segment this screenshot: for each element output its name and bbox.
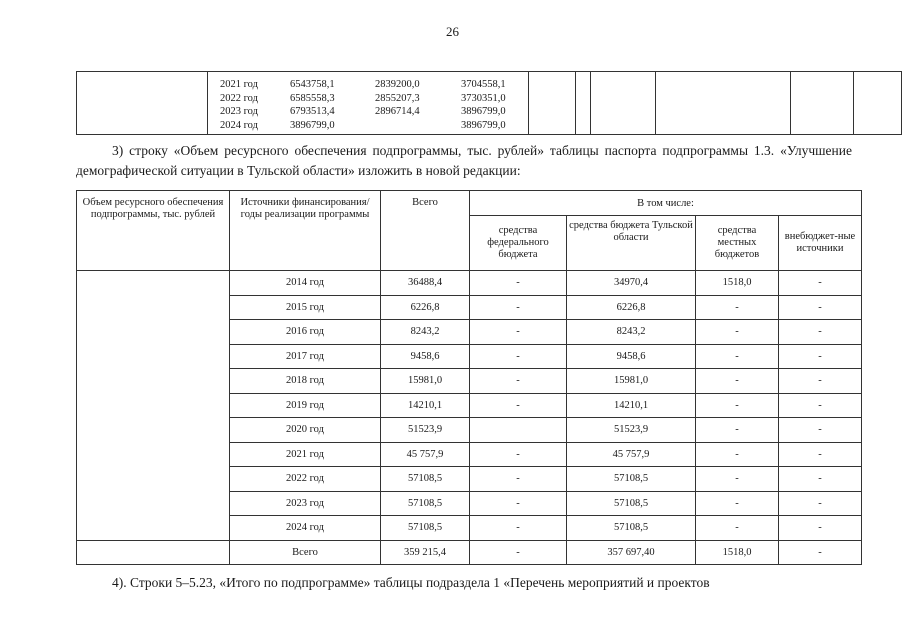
extrabudget-cell: - bbox=[779, 540, 862, 565]
value-federal: 2855207,3 bbox=[375, 92, 420, 104]
federal-cell: - bbox=[470, 442, 567, 467]
value-federal: 2839200,0 bbox=[375, 79, 420, 90]
empty-cell bbox=[656, 72, 791, 135]
continuation-row bbox=[220, 105, 541, 119]
empty-cell bbox=[854, 72, 902, 135]
year-cell: 2018 год bbox=[230, 369, 381, 394]
continuation-cell bbox=[77, 72, 576, 135]
total-cell: 51523,9 bbox=[381, 418, 470, 443]
table-row-total bbox=[77, 540, 862, 565]
page-number: 26 bbox=[446, 24, 459, 39]
continuation-row bbox=[220, 119, 541, 133]
regional-cell: 51523,9 bbox=[567, 418, 696, 443]
total-cell: 45 757,9 bbox=[381, 442, 470, 467]
extrabudget-cell: - bbox=[779, 491, 862, 516]
regional-cell: 8243,2 bbox=[567, 320, 696, 345]
paragraph-text: 3) строку «Объем ресурсного обеспечения подпрограммы, тыс. рублей» таблицы паспорта подпрограммы 1.3. «Улучшение демографической ситуации в Тульской области» изложить в новой редакции: bbox=[76, 143, 852, 178]
year-cell: 2023 год bbox=[230, 491, 381, 516]
local-cell: 1518,0 bbox=[696, 271, 779, 296]
table-row bbox=[77, 271, 862, 296]
extrabudget-cell: - bbox=[779, 393, 862, 418]
total-cell: 9458,6 bbox=[381, 344, 470, 369]
extrabudget-cell: - bbox=[779, 369, 862, 394]
regional-cell: 14210,1 bbox=[567, 393, 696, 418]
header-volume: Объем ресурсного обеспечения подпрограммы, тыс. рублей bbox=[77, 191, 230, 271]
federal-cell: - bbox=[470, 540, 567, 565]
total-cell: 6226,8 bbox=[381, 295, 470, 320]
header-regional: средства бюджета Тульской области bbox=[567, 216, 696, 271]
extrabudget-cell: - bbox=[779, 516, 862, 541]
federal-cell: - bbox=[470, 393, 567, 418]
year-cell: 2024 год bbox=[230, 516, 381, 541]
total-cell: 359 215,4 bbox=[381, 540, 470, 565]
header-local: средства местных бюджетов bbox=[696, 216, 779, 271]
value-regional: 3896799,0 bbox=[461, 119, 506, 131]
federal-cell bbox=[470, 418, 567, 443]
extrabudget-cell: - bbox=[779, 271, 862, 296]
value-federal bbox=[375, 119, 461, 133]
extrabudget-cell: - bbox=[779, 467, 862, 492]
total-cell: 57108,5 bbox=[381, 491, 470, 516]
local-cell: 1518,0 bbox=[696, 540, 779, 565]
header-total: Всего bbox=[381, 191, 470, 271]
regional-cell: 357 697,40 bbox=[567, 540, 696, 565]
total-cell: 8243,2 bbox=[381, 320, 470, 345]
local-cell: - bbox=[696, 369, 779, 394]
regional-cell: 57108,5 bbox=[567, 467, 696, 492]
year-cell: 2015 год bbox=[230, 295, 381, 320]
year-label: 2024 год bbox=[220, 119, 258, 131]
year-cell: 2021 год bbox=[230, 442, 381, 467]
year-cell: Всего bbox=[230, 540, 381, 565]
value-federal: 2896714,4 bbox=[375, 106, 420, 117]
year-label: 2022 год bbox=[220, 92, 258, 104]
value-total: 6543758,1 bbox=[290, 79, 335, 90]
value-total: 3896799,0 bbox=[290, 119, 335, 131]
federal-cell: - bbox=[470, 467, 567, 492]
regional-cell: 45 757,9 bbox=[567, 442, 696, 467]
local-cell: - bbox=[696, 491, 779, 516]
local-cell: - bbox=[696, 344, 779, 369]
year-cell: 2014 год bbox=[230, 271, 381, 296]
resource-table bbox=[76, 190, 862, 565]
empty-cell bbox=[791, 72, 854, 135]
paragraph-next bbox=[76, 573, 852, 593]
header-including: В том числе: bbox=[470, 191, 862, 216]
continuation-row bbox=[220, 92, 541, 106]
total-cell: 15981,0 bbox=[381, 369, 470, 394]
value-total: 6585558,3 bbox=[290, 92, 335, 104]
paragraph-instruction bbox=[76, 141, 852, 181]
value-regional: 3730351,0 bbox=[461, 92, 506, 104]
federal-cell: - bbox=[470, 320, 567, 345]
federal-cell: - bbox=[470, 369, 567, 394]
total-cell: 14210,1 bbox=[381, 393, 470, 418]
header-sources: Источники финансирования/годы реализации программы bbox=[230, 191, 381, 271]
empty-cell bbox=[77, 271, 230, 541]
federal-cell: - bbox=[470, 491, 567, 516]
federal-cell: - bbox=[470, 516, 567, 541]
local-cell: - bbox=[696, 295, 779, 320]
continuation-row bbox=[220, 78, 541, 92]
continuation-table-left bbox=[76, 71, 576, 135]
continuation-table-right bbox=[528, 71, 902, 135]
year-label: 2021 год bbox=[220, 79, 258, 90]
empty-cell bbox=[591, 72, 656, 135]
paragraph-text: 4). Строки 5–5.23, «Итого по подпрограмме» таблицы подраздела 1 «Перечень мероприятий и проектов bbox=[112, 575, 710, 590]
local-cell: - bbox=[696, 467, 779, 492]
local-cell: - bbox=[696, 393, 779, 418]
regional-cell: 57108,5 bbox=[567, 491, 696, 516]
extrabudget-cell: - bbox=[779, 320, 862, 345]
federal-cell: - bbox=[470, 344, 567, 369]
local-cell: - bbox=[696, 320, 779, 345]
local-cell: - bbox=[696, 442, 779, 467]
value-regional: 3704558,1 bbox=[461, 79, 506, 90]
total-cell: 57108,5 bbox=[381, 516, 470, 541]
year-cell: 2019 год bbox=[230, 393, 381, 418]
header-extrabudget: внебюджет-ные источники bbox=[779, 216, 862, 271]
continuation-empty-cell bbox=[77, 72, 208, 134]
year-cell: 2022 год bbox=[230, 467, 381, 492]
regional-cell: 57108,5 bbox=[567, 516, 696, 541]
regional-cell: 6226,8 bbox=[567, 295, 696, 320]
local-cell: - bbox=[696, 418, 779, 443]
year-cell: 2016 год bbox=[230, 320, 381, 345]
regional-cell: 15981,0 bbox=[567, 369, 696, 394]
extrabudget-cell: - bbox=[779, 418, 862, 443]
empty-cell bbox=[77, 540, 230, 565]
value-total: 6793513,4 bbox=[290, 106, 335, 117]
empty-cell bbox=[529, 72, 591, 135]
year-cell: 2017 год bbox=[230, 344, 381, 369]
federal-cell: - bbox=[470, 295, 567, 320]
extrabudget-cell: - bbox=[779, 344, 862, 369]
continuation-values bbox=[220, 78, 541, 132]
header-federal: средства федерального бюджета bbox=[470, 216, 567, 271]
local-cell: - bbox=[696, 516, 779, 541]
federal-cell: - bbox=[470, 271, 567, 296]
regional-cell: 9458,6 bbox=[567, 344, 696, 369]
extrabudget-cell: - bbox=[779, 442, 862, 467]
extrabudget-cell: - bbox=[779, 295, 862, 320]
total-cell: 36488,4 bbox=[381, 271, 470, 296]
value-regional: 3896799,0 bbox=[461, 106, 506, 117]
total-cell: 57108,5 bbox=[381, 467, 470, 492]
regional-cell: 34970,4 bbox=[567, 271, 696, 296]
year-cell: 2020 год bbox=[230, 418, 381, 443]
year-label: 2023 год bbox=[220, 106, 258, 117]
